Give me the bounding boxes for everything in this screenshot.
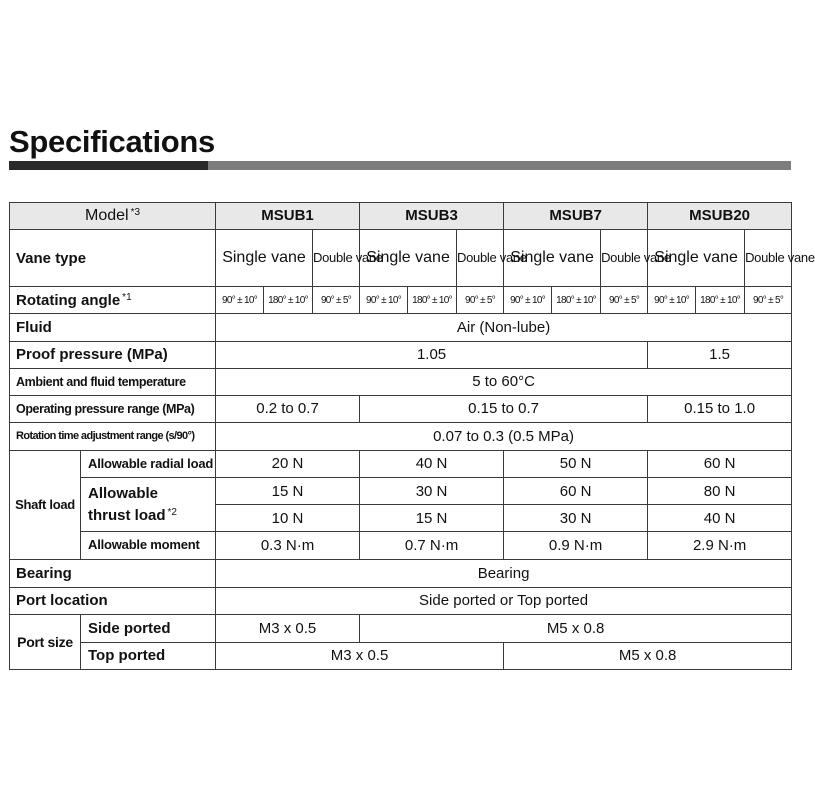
rotating-angle-label-cell [10, 287, 216, 314]
side-ported-msub3-20: M5 x 0.8 [360, 614, 792, 642]
thrust-load-2-msub1: 10 N [216, 505, 360, 532]
ambient-label: Ambient and fluid temperature [10, 368, 216, 395]
moment-label: Allowable moment [81, 532, 216, 560]
thrust-load-row-1 [10, 478, 792, 505]
thrust-load-1-msub20: 80 N [648, 478, 792, 505]
specifications-table [9, 202, 815, 670]
thrust-load-label-line2: thrust load [88, 506, 166, 524]
port-location-value: Side ported or Top ported [216, 587, 792, 614]
fluid-row [10, 314, 792, 341]
fluid-label: Fluid [10, 314, 216, 341]
rotating-angle-row [10, 287, 792, 314]
vane-type-label: Vane type [10, 230, 216, 287]
single-vane-msub20: Single vane [648, 230, 745, 287]
operating-pressure-label: Operating pressure range (MPa) [10, 395, 216, 422]
proof-pressure-row [10, 341, 792, 368]
moment-msub20: 2.9 N·m [648, 532, 792, 560]
port-location-label: Port location [10, 587, 216, 614]
page-title: Specifications [9, 124, 215, 159]
operating-pressure-msub3-7: 0.15 to 0.7 [360, 395, 648, 422]
rotation-time-row [10, 422, 792, 450]
thrust-load-label-line1: Allowable [88, 484, 159, 502]
operating-pressure-msub20: 0.15 to 1.0 [648, 395, 792, 422]
thrust-load-1-msub7: 60 N [504, 478, 648, 505]
port-location-row [10, 587, 792, 614]
bearing-row [10, 560, 792, 587]
double-vane-msub1: Double vane [313, 230, 360, 287]
proof-pressure-msub1-7: 1.05 [216, 341, 648, 368]
angle-double-msub3: 90° ± 5° [457, 287, 504, 314]
bearing-label: Bearing [10, 560, 216, 587]
vane-type-row [10, 230, 792, 287]
rotation-time-value: 0.07 to 0.3 (0.5 MPa) [216, 422, 792, 450]
single-vane-msub7: Single vane [504, 230, 601, 287]
fluid-value: Air (Non-lube) [216, 314, 792, 341]
thrust-load-1-msub3: 30 N [360, 478, 504, 505]
double-vane-msub3: Double vane [457, 230, 504, 287]
model-label: Model [84, 206, 129, 224]
radial-load-msub7: 50 N [504, 451, 648, 478]
moment-msub7: 0.9 N·m [504, 532, 648, 560]
moment-row [10, 532, 792, 560]
angle-180-msub20: 180° ± 10° [696, 287, 745, 314]
thrust-load-label-cell [81, 478, 216, 532]
angle-180-msub3: 180° ± 10° [408, 287, 457, 314]
single-vane-msub1: Single vane [216, 230, 313, 287]
angle-90-msub7: 90° ± 10° [504, 287, 552, 314]
ambient-row [10, 368, 792, 395]
top-ported-label: Top ported [81, 642, 216, 669]
model-note: *3 [130, 206, 141, 218]
model-header-cell [10, 203, 216, 230]
angle-double-msub20: 90° ± 5° [745, 287, 792, 314]
rotating-angle-note: *1 [122, 291, 132, 303]
top-ported-row [10, 642, 792, 669]
angle-180-msub1: 180° ± 10° [264, 287, 313, 314]
thrust-load-2-msub7: 30 N [504, 505, 648, 532]
thrust-load-note: *2 [167, 506, 177, 518]
model-msub20: MSUB20 [648, 203, 792, 230]
model-msub3: MSUB3 [360, 203, 504, 230]
side-ported-row [10, 614, 792, 642]
model-msub7: MSUB7 [504, 203, 648, 230]
shaft-load-label: Shaft load [10, 451, 81, 560]
title-underline-accent [9, 161, 208, 170]
radial-load-msub20: 60 N [648, 451, 792, 478]
angle-180-msub7: 180° ± 10° [552, 287, 601, 314]
top-ported-msub1-3: M3 x 0.5 [216, 642, 504, 669]
radial-load-msub1: 20 N [216, 451, 360, 478]
angle-90-msub20: 90° ± 10° [648, 287, 696, 314]
bearing-value: Bearing [216, 560, 792, 587]
single-vane-msub3: Single vane [360, 230, 457, 287]
header-row [10, 203, 792, 230]
operating-pressure-row [10, 395, 792, 422]
side-ported-msub1: M3 x 0.5 [216, 614, 360, 642]
operating-pressure-msub1: 0.2 to 0.7 [216, 395, 360, 422]
radial-load-msub3: 40 N [360, 451, 504, 478]
radial-load-label: Allowable radial load [81, 451, 216, 478]
proof-pressure-label: Proof pressure (MPa) [10, 341, 216, 368]
port-size-label: Port size [10, 614, 81, 669]
rotation-time-label: Rotation time adjustment range (s/90°) [10, 422, 216, 450]
double-vane-msub7: Double vane [601, 230, 648, 287]
moment-msub1: 0.3 N·m [216, 532, 360, 560]
angle-double-msub1: 90° ± 5° [313, 287, 360, 314]
angle-90-msub1: 90° ± 10° [216, 287, 264, 314]
angle-90-msub3: 90° ± 10° [360, 287, 408, 314]
thrust-load-2-msub20: 40 N [648, 505, 792, 532]
proof-pressure-msub20: 1.5 [648, 341, 792, 368]
model-msub1: MSUB1 [216, 203, 360, 230]
angle-double-msub7: 90° ± 5° [601, 287, 648, 314]
moment-msub3: 0.7 N·m [360, 532, 504, 560]
double-vane-msub20: Double vane [745, 230, 792, 287]
ambient-value: 5 to 60°C [216, 368, 792, 395]
radial-load-row [10, 451, 792, 478]
thrust-load-1-msub1: 15 N [216, 478, 360, 505]
thrust-load-2-msub3: 15 N [360, 505, 504, 532]
rotating-angle-label: Rotating angle [16, 291, 121, 309]
top-ported-msub7-20: M5 x 0.8 [504, 642, 792, 669]
side-ported-label: Side ported [81, 614, 216, 642]
